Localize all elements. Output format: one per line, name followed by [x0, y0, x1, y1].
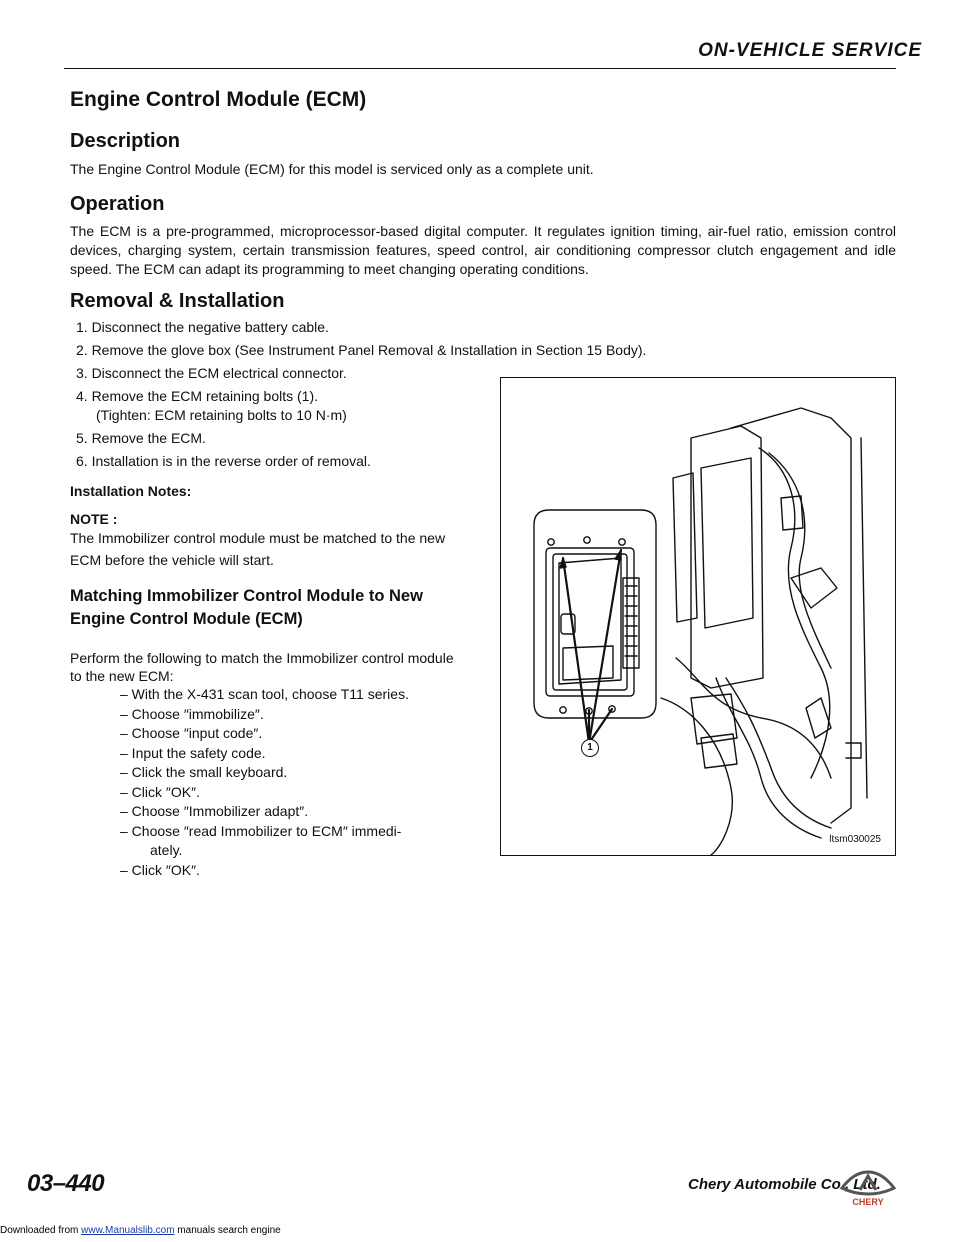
removal-heading: Removal & Installation: [70, 290, 285, 312]
figure-code: ltsm030025: [829, 834, 881, 845]
removal-step-text: 5. Remove the ECM.: [76, 430, 206, 446]
matching-step: – Choose ″immobilize″.: [120, 705, 264, 722]
installation-notes-title: Installation Notes:: [70, 483, 192, 499]
description-heading: Description: [70, 130, 181, 152]
matching-step: – Choose ″input code″.: [120, 725, 263, 741]
chery-logo-icon: [838, 1168, 898, 1208]
matching-step: – Click ″OK″.: [120, 783, 200, 800]
torque-spec: (Tighten: ECM retaining bolts to 10 N·m): [96, 407, 347, 423]
removal-step-text: 6. Installation is in the reverse order of removal.: [76, 453, 371, 469]
logo-text: CHERY: [852, 1197, 884, 1207]
matching-step: – Choose ″read Immobilizer to ECM″ immedi-: [120, 822, 402, 839]
matching-steps: [120, 685, 462, 880]
removal-step-text: 4. Remove the ECM retaining bolts (1).: [76, 388, 318, 404]
download-notice: [0, 1225, 281, 1236]
header-rule: [64, 68, 896, 69]
manualslib-link[interactable]: www.Manualslib.com: [81, 1225, 175, 1236]
matching-step: – Click ″OK″.: [120, 861, 200, 878]
section-header: ON-VEHICLE SERVICE: [698, 40, 922, 61]
matching-heading: Matching Immobilizer Control Module to New Engine Control Module (ECM): [70, 587, 423, 628]
operation-text: The ECM is a pre-programmed, microprocessor-based digital computer. It regulates ignition timing, air-fuel ratio, emission control devices, charging system, certain transmission features, speed control, air conditioning compressor clutch engagement and idle speed. The ECM can adapt its programming to meet changing operating conditions.: [70, 223, 896, 277]
matching-step: – With the X-431 scan tool, choose T11 series.: [120, 686, 409, 702]
page-number: 03–440: [27, 1170, 105, 1197]
ecm-illustration: [501, 378, 895, 855]
operation-heading: Operation: [70, 193, 165, 215]
page-title: Engine Control Module (ECM): [70, 88, 367, 111]
download-suffix: manuals search engine: [174, 1225, 281, 1236]
company-name: Chery Automobile Co., Ltd.: [688, 1176, 881, 1193]
removal-step-2: [76, 341, 646, 360]
download-prefix: Downloaded from: [0, 1225, 82, 1236]
note-text: The Immobilizer control module must be matched to the new ECM before the vehicle will start.: [70, 530, 446, 568]
ecm-location-figure: [500, 377, 896, 856]
note-label: NOTE :: [70, 511, 118, 527]
matching-intro: Perform the following to match the Immobilizer control module to the new ECM:: [70, 650, 454, 684]
matching-step: – Click the small keyboard.: [120, 764, 288, 780]
matching-step-continued: ately.: [150, 842, 183, 858]
callout-1: 1: [581, 739, 599, 757]
matching-step: – Choose ″Immobilizer adapt″.: [120, 803, 309, 819]
removal-step-text: 2. Remove the glove box (See Instrument Panel Removal & Installation in Section 15 Body).: [76, 342, 647, 358]
description-text: The Engine Control Module (ECM) for this model is serviced only as a complete unit.: [70, 161, 594, 177]
removal-step-text: 1. Disconnect the negative battery cable.: [76, 319, 329, 335]
matching-step: – Input the safety code.: [120, 744, 266, 761]
removal-step-text: 3. Disconnect the ECM electrical connector.: [76, 365, 347, 381]
removal-step-1: [76, 318, 646, 337]
